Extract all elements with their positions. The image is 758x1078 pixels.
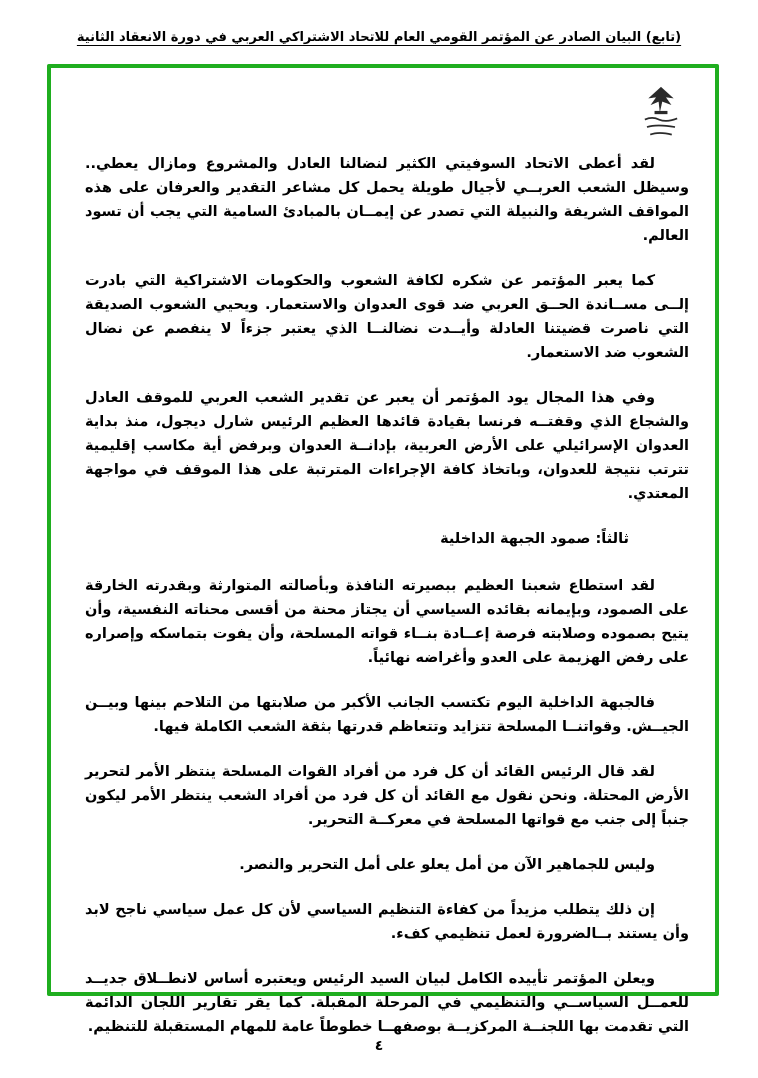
paragraph-conference-endorsement: ويعلن المؤتمر تأييده الكامل لبيان السيد الرئيس ويعتبره أساس لانطــلاق جديــد للعمــل السياســي والتنظيمي في المرحلة المقبلة. كما يقر تقارير اللجان الدائمة التي تقدمت بها اللجنــة المركزيــة بوصفهــا خطوطاً عامة للمهام المستقبلة للتنظيم.	[85, 971, 689, 1035]
paragraph-france-degaulle: وفي هذا المجال يود المؤتمر أن يعبر عن تقدير الشعب العربي للموقف العادل والشجاع الذي وقفتــه فرنسا بقيادة قائدها العظيم الرئيس شارل ديجول، منذ بداية العدوان الإسرائيلي على الأرض العربية، بإدانــة العدوان وبرفض أية مكاسب إقليمية تترتب نتيجة للعدوان، وباتخاذ كافة الإجراءات المترتبة على هذا الموقف في مواجهة المعتدي.	[85, 390, 689, 502]
document-border-box	[47, 64, 719, 1035]
paragraph-hope-of-liberation: وليس للجماهير الآن من أمل يعلو على أمل التحرير والنصر.	[239, 857, 655, 873]
paragraph-internal-front-army: فالجبهة الداخلية اليوم تكتسب الجانب الأكبر من صلابتها من التلاحم بينها وبيــن الجيــش. وقواتنــا المسلحة تتزايد وتتعاظم قدرتها بثقة الشعب الكاملة فيها.	[85, 695, 689, 735]
eagle-stamp-icon	[639, 84, 683, 140]
paragraph-thanks-socialist-nations: كما يعبر المؤتمر عن شكره لكافة الشعوب والحكومات الاشتراكية التي بادرت إلــى مســاندة الحــق العربي ضد قوى العدوان والاستعمار. ويحيي الشعوب الصديقة التي ناصرت قضيتنا العادلة وأيــدت نضالنــا الذي يعتبر جزءاً لا ينفصم عن نضال الشعوب ضد الاستعمار.	[85, 273, 689, 361]
page-header: (تابع) البيان الصادر عن المؤتمر القومي العام للاتحاد الاشتراكي العربي في دورة الانعقاد الثانية	[76, 30, 682, 45]
paragraph-people-steadfastness: لقد استطاع شعبنا العظيم ببصيرته النافذة وبأصالته المتوارثة وبقدرته الخارقة على الصمود، وبإيمانه بقائده السياسي أن يجتاز محنة من أقسى محناته النفسية، وأن يتيح بصموده وصلابته فرصة إعــادة بنــاء قواته المسلحة، وأن يفوت بتماسكه وإصراره على رفض الهزيمة على العدو وأغراضه نهائياً.	[85, 578, 689, 666]
section-heading-internal-front: ثالثاً: صمود الجبهة الداخلية	[440, 531, 629, 547]
paragraph-political-organization: إن ذلك يتطلب مزيداً من كفاءة التنظيم السياسي لأن كل عمل سياسي ناجح لابد وأن يستند بــالضرورة لعمل تنظيمي كفء.	[85, 902, 689, 942]
page-number: ٤	[374, 1038, 384, 1054]
paragraph-president-liberation-order: لقد قال الرئيس القائد أن كل فرد من أفراد القوات المسلحة ينتظر الأمر لتحرير الأرض المحتلة. ونحن نقول مع القائد أن كل فرد من أفراد الشعب ينتظر الأمر ليكون جنباً إلى جنب مع قواتها المسلحة في معركــة التحرير.	[85, 764, 689, 828]
paragraph-soviet-support: لقد أعطى الاتحاد السوفيتي الكثير لنضالنا العادل والمشروع ومازال يعطي.. وسيظل الشعب العربــي لأجيال طويلة يحمل كل مشاعر التقدير والعرفان على هذه المواقف الشريفة والنبيلة التي تصدر عن إيمــان بالمبادئ السامية التي يجب أن تسود العالم.	[85, 156, 689, 244]
